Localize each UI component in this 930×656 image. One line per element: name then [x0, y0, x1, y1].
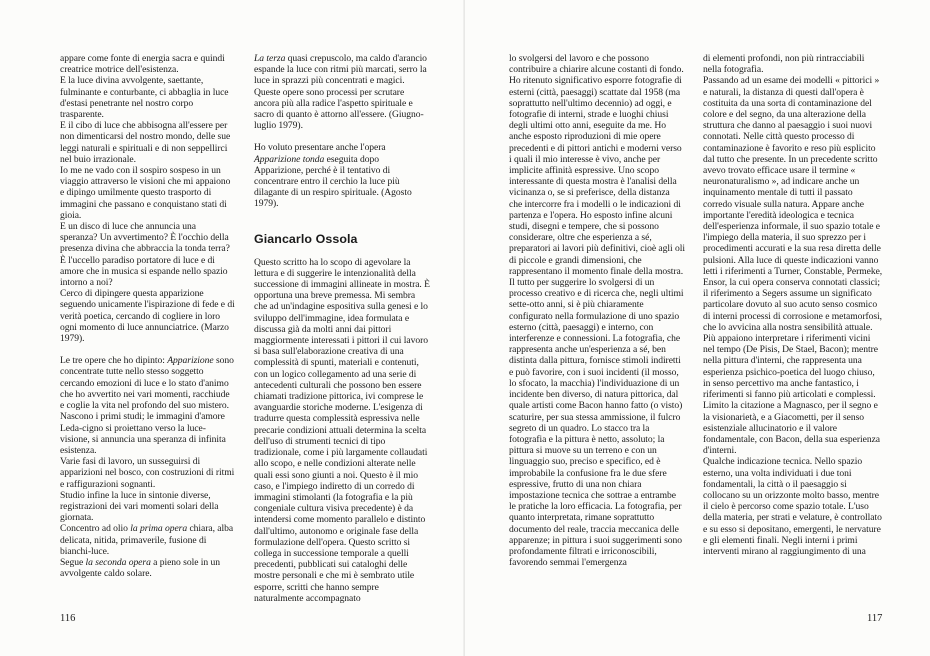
- italic-title: Apparizione: [167, 355, 214, 367]
- paragraph: Nascono i primi studi; le immagini d'amore Leda-cigno si proiettano verso la luce-visione, si annuncia una speranza di infinita esistenza.: [60, 411, 226, 456]
- paragraph-text: Segue: [60, 556, 86, 568]
- right-page-column-2: [703, 53, 883, 585]
- paragraph-text: a pieno sole in un avvolgente caldo solare.: [60, 556, 220, 580]
- italic-title: Apparizione tonda: [254, 153, 325, 165]
- paragraph-text: Ho voluto presentare anche l'opera: [254, 142, 386, 154]
- paragraph: Passando ad un esame dei modelli « pittorici » e naturali, la distanza di questi dall'opera è costituita da una sorta di contaminazione del colore e del segno, da una alterazione della struttura che danno al paesaggio i suoi nuovi connotati. Nelle città questo processo di contaminazione è favorito e reso più esplicito dal tutto che presente. In un precedente scritto avevo trovato efficace usare il termine « neuronaturalismo », ad indicare anche un inquinamento mentale di tutti il passato corredo visuale sulla natura. Appare anche importante l'eredità ideologica e tecnica dell'esperienza informale, il suo spazio totale e l'impiego della materia, il suo sprezzo per i procedimenti accurati e la sua resa diretta delle pulsioni. Alla luce di queste indicazioni vanno letti i riferimenti a Turner, Constable, Permeke, Ensor, la cui opera conserva connotati classici; il riferimento a Segers assume un significato particolare dovuto al suo acuto senso cosmico di interni processi di corrosione e metamorfosi, che lo avvicina alla nostra sensibilità attuale. Più appaiono interpretare i riferimenti vicini nel tempo (De Pisis, De Stael, Bacon); mentre nella pittura d'interni, che rappresenta una esperienza psichico-poetica del luogo chiuso, in senso percettivo ma anche fantastico, i riferimenti si fanno più articolati e complessi. Limito la citazione a Magnasco, per il segno e la visionarietà, e a Giacometti, per il senso esistenziale allucinatorio e il valore fondamentale, con Bacon, della sua esperienza d'interni.: [703, 75, 883, 457]
- paragraph: Studio infine la luce in sintonie diverse, registrazioni dei vari momenti solari della giornata.: [60, 489, 219, 524]
- italic-title: la seconda opera: [85, 556, 151, 568]
- paragraph-text: sono concentrate tutte nello stesso soggetto cercando emozioni di luce e lo stato d'animo che ho avvertito nei vari momenti, racchiude e coglie la vita nel profondo del suo mistero.: [60, 355, 234, 412]
- paragraph: E un disco di luce che annuncia una speranza? Un avvertimento? È l'occhio della presenza divina che abbraccia la tonda terra? È l'uccello paradiso portatore di luce e di amore che in musica si espande nello spazio intorno a noi?: [60, 221, 230, 289]
- paragraph-text: eseguita dopo Apparizione, perché è il tentativo di concentrare entro il cerchio la luce più dilagante di un respiro spirituale. (Agosto 1979).: [254, 153, 412, 210]
- italic-title: La terza: [254, 53, 286, 64]
- paragraph: [60, 523, 235, 557]
- paragraph: E il cibo di luce che abbisogna all'essere per non dimenticarsi del nostro mondo, delle sue leggi naturali e spirituali e di non seppellirci nel buio irrazionale.: [60, 120, 231, 165]
- paragraph: Questo scritto ha lo scopo di agevolare la lettura e di suggerire le intenzionalità della successione di immagini allineate in mostra. È opportuna una breve premessa. Mi sembra che ad un'indagine espositiva sulla genesi e lo sviluppo dell'immagine, idea formulata e discussa già da molti anni dai pittori maggiormente interessati i pittori il cui lavoro si basa sull'elaborazione creativa di una complessità di spunti, materiali e contenuti, con un logico collegamento ad una serie di antecedenti culturali che possono ben essere chiamati tradizione pittorica, ivi comprese le avanguardie storiche moderne. L'esigenza di tradurre questa complessità espressiva nelle precarie condizioni attuali determina la scelta dell'uso di strumenti tecnici di tipo tradizionale, come i più largamente collaudati allo scopo, e nelle condizioni alterate nelle quali essi sono giunti a noi. Questo è il mio caso, e l'impiego indiretto di un corredo di immagini stimolanti (la fotografia e la più congeniale cultura visiva precedente) è da intendersi come momento parallelo e distinto dall'ultimo, autonomo e originale fase della formulazione dell'opera. Questo scritto si collega in successione temporale a quelli precedenti, pubblicati sui cataloghi delle mostre personali e che mi è sembrato utile esporre, scritti che hanno sempre naturalmente accompagnato: [254, 256, 430, 604]
- page-number-left: 116: [60, 613, 76, 624]
- paragraph: [60, 557, 235, 579]
- right-page: [465, 0, 930, 656]
- essay-body: [254, 257, 430, 604]
- left-page-column-1: [60, 53, 235, 585]
- paragraph: [60, 355, 235, 411]
- paragraph: Cerco di dipingere questa apparizione seguendo unicamente l'ispirazione di fede e di verità poetica, cercando di cogliere in loro ogni momento di luce annunciatrice. (Marzo 1979).: [60, 288, 235, 345]
- paragraph: Ho ritenuto significativo esporre fotografie di esterni (città, paesaggi) scattate dal 1958 (ma soprattutto nell'ultimo decennio) ad oggi, e fotografie di interni, strade e luoghi chiusi degli ultimi otto anni, eseguite da me. Ho anche esposto riproduzioni di mie opere precedenti e di pittori antichi e moderni verso i quali il mio interesse è vivo, anche per implicite affinità espressive. Uno scopo interessante di questa mostra è l'analisi della vicinanza o, se si preferisce, della distanza che intercorre fra i modelli o le indicazioni di partenza e l'opera. Ho esposto infine alcuni studi, disegni e tempere, che si possono considerare, oltre che esperienza a sé, preparatori ai lavori più definitivi, cioè agli oli di piccole e grandi dimensioni, che rappresentano il momento finale della mostra. Il tutto per suggerire lo svolgersi di un processo creativo e di ricerca che, negli ultimi sette-otto anni, si è più chiaramente configurato nella formulazione di uno spazio esterno (città, paesaggi) e interno, con interferenze e connessioni. La fotografia, che rappresenta anche un'esperienza a sé, ben distinta dalla pittura, fornisce stimoli indiretti e può favorire, con i suoi incidenti (il mosso, lo sfocato, la macchia) l'individuazione di un incidente ben diverso, di natura pittorica, dal quale artisti come Bacon hanno fatto (o visto) scaturire, per sua stessa ammissione, il fulcro segreto di un quadro. Lo stacco tra la fotografia e la pittura è netto, assoluto; la pittura si muove su un terreno e con un linguaggio suo, preciso e specifico, ed è improbabile la confusione fra le due sfere espressive, frutto di una non chiara impostazione tecnica che sottrae a entrambe le pratiche la loro efficacia. La fotografia, per quanto interpretata, rimane soprattutto documento del reale, traccia meccanica delle apparenze; in pittura i suoi suggerimenti sono profondamente filtrati e irriconoscibili, favorendo semmai l'emergenza: [509, 75, 685, 569]
- paragraph-text: chiara, alba delicata, nitida, primaverile, fusione di bianchi-luce.: [60, 523, 234, 557]
- paragraph: E la luce divina avvolgente, saettante, fulminante e conturbante, ci abbaglia in luce d'estasi penetrante nel nostro corpo trasparente.: [60, 75, 229, 121]
- paragraph-text: Le tre opere che ho dipinto:: [60, 355, 168, 367]
- paragraph-text: quasi crepuscolo, ma caldo d'arancio espande la luce con ritmi più marcati, serro la luce in sprazzi più concentrati e magici.: [254, 53, 427, 87]
- italic-title: la prima opera: [130, 523, 188, 535]
- page-number-right: 117: [867, 613, 883, 624]
- paragraph: Varie fasi di lavoro, un susseguirsi di apparizioni nel bosco, con costruzioni di ritmi e raffigurazioni sognanti.: [60, 456, 235, 490]
- paragraph: Queste opere sono processi per scrutare ancora più alla radice l'aspetto spirituale e sacro di quanto è attorno all'essere. (Giugno-luglio 1979).: [254, 86, 424, 132]
- paragraph: [254, 53, 430, 87]
- left-page-column-2: [254, 53, 430, 604]
- artist-statement-continued: [254, 53, 430, 210]
- paragraph: lo svolgersi del lavoro e che possono contribuire a chiarire alcune costanti di fondo.: [509, 53, 684, 76]
- paragraph-text: Concentro ad olio: [60, 523, 131, 535]
- paragraph: di elementi profondi, non più rintracciabili nella fotografia.: [703, 53, 865, 76]
- section-title: Giancarlo Ossola: [254, 231, 358, 246]
- paragraph: Io me ne vado con il sospiro sospeso in un viaggio attraverso le visioni che mi appaiono e dipingo umilmente questo trasporto di immagini che passano e conquistano stati di gioia.: [60, 165, 231, 221]
- paragraph: appare come fonte di energia sacra e quindi creatrice motrice dell'esistenza.: [60, 53, 225, 76]
- right-page-column-1: [509, 53, 685, 585]
- paragraph: [254, 142, 430, 209]
- paragraph: Qualche indicazione tecnica. Nello spazio esterno, una volta individuati i due toni fondamentali, la città o il paesaggio si collocano su un orizzonte molto basso, mentre il cielo è percorso come spazio totale. L'uso della materia, per strati e velature, è controllato e su esso si depositano, emergenti, le nervature e gli elementi finali. Negli interni i primi interventi mirano al raggiungimento di una: [703, 456, 882, 557]
